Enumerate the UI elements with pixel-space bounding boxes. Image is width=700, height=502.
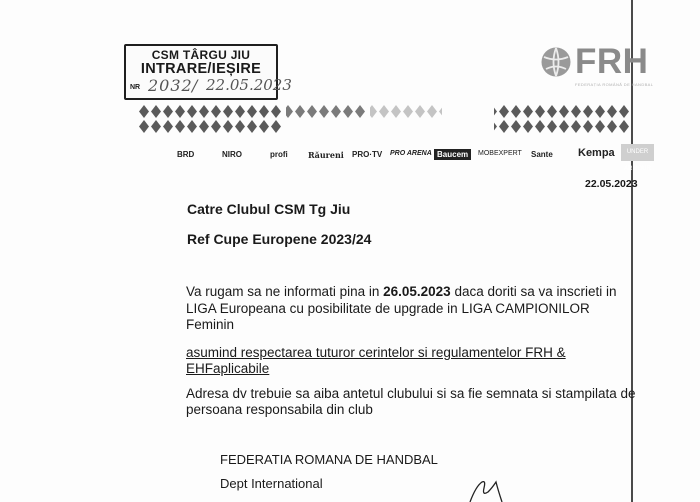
paragraph-2-line-1: asumind respectarea tuturor cerintelor si regulamentelor FRH & xyxy=(186,345,566,360)
paragraph-3-line-1: Adresa dv trebuie sa aiba antetul clubului si sa fie semnata si stampilata de xyxy=(186,386,636,401)
stamp-entry-exit: INTRARE/IEȘIRE xyxy=(140,61,262,77)
sponsor-under-armour: UNDER ARMOUR xyxy=(621,144,654,161)
paragraph-1-line-3: Feminin xyxy=(186,317,235,332)
sponsor-kempa: Kempa xyxy=(578,147,615,159)
paragraph-1-line-2: LIGA Europeana cu posibilitate de upgrade in LIGA CAMPIONILOR xyxy=(186,301,590,316)
sponsor-pro-arena: PRO ARENA xyxy=(390,150,432,157)
footer-organization: FEDERATIA ROMANA DE HANDBAL xyxy=(220,452,438,467)
stamp-nr-label: NR xyxy=(130,84,141,91)
stamp-date: 22.05.2023 xyxy=(206,76,292,94)
decorative-diamond-band xyxy=(138,104,630,134)
sponsor-raureni: Răureni xyxy=(308,150,344,160)
reference-line: Ref Cupe Europene 2023/24 xyxy=(187,231,372,247)
paragraph-3-line-2: persoana responsabila din club xyxy=(186,402,373,417)
handwritten-signature xyxy=(462,478,532,502)
stamp-separator: / xyxy=(192,76,199,95)
registration-stamp xyxy=(124,44,292,100)
sponsor-protv: PRO·TV xyxy=(352,150,383,159)
sponsor-profi: profi xyxy=(270,150,288,159)
sponsor-baucem: Baucem xyxy=(434,149,471,160)
frh-logo: FRH xyxy=(575,42,649,81)
frh-logo-subtitle: FEDERAȚIA ROMÂNĂ DE HANDBAL xyxy=(575,82,654,87)
recipient-line: Catre Clubul CSM Tg Jiu xyxy=(187,201,351,217)
paragraph-2-line-2: EHFaplicabile xyxy=(186,361,270,376)
paragraph-1-line-1: Va rugam sa ne informati pina in 26.05.2023 daca doriti sa va inscrieti in xyxy=(186,284,617,299)
handball-ball-icon xyxy=(540,46,572,78)
sponsor-brd: BRD xyxy=(177,150,195,159)
sponsor-sante: Sante xyxy=(531,150,553,159)
stamp-registration-number: 2032 xyxy=(148,76,193,95)
deadline-date: 26.05.2023 xyxy=(383,284,451,299)
sponsor-niro: NIRO xyxy=(222,150,242,159)
sponsor-mobexpert: MOBEXPERT xyxy=(478,150,522,157)
letter-date: 22.05.2023 xyxy=(585,178,638,190)
stamp-club-name: CSM TÂRGU JIU xyxy=(151,48,251,62)
footer-department: Dept International xyxy=(220,476,323,491)
